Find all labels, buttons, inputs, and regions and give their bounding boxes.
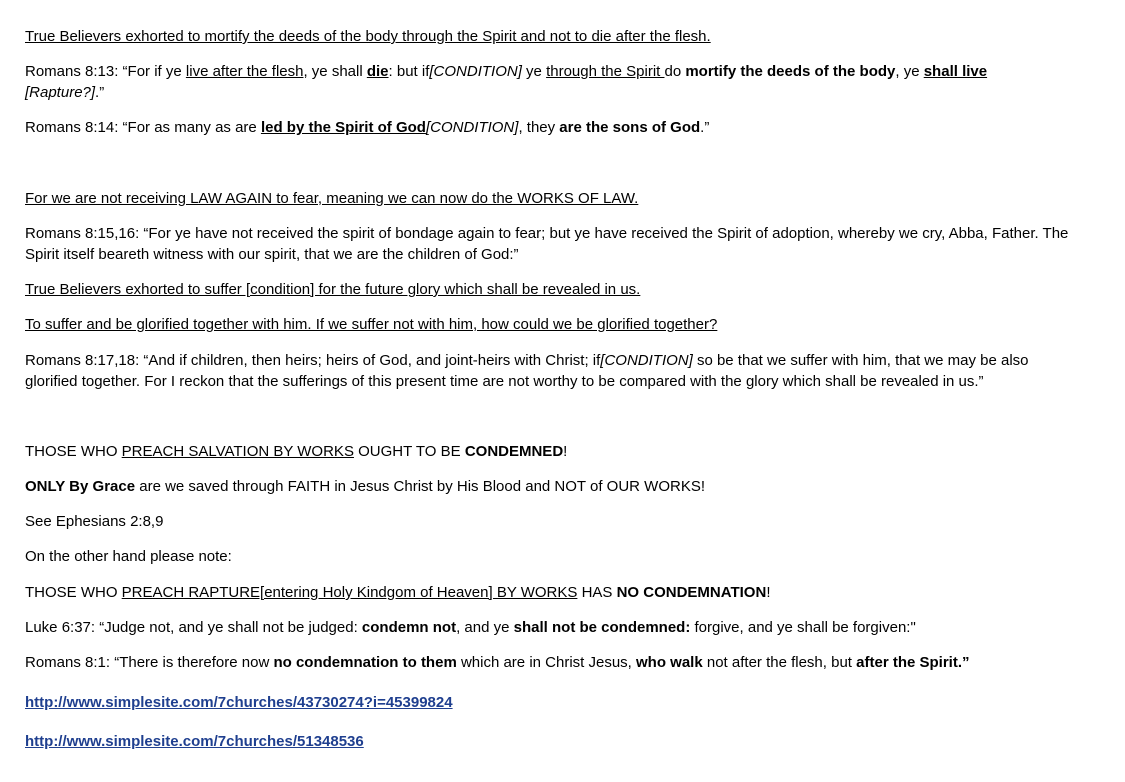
heading-law-again: For we are not receiving LAW AGAIN to fear, meaning we can now do the WORKS OF LAW. (25, 190, 639, 207)
statement-no-condemnation: THOSE WHO PREACH RAPTURE[entering Holy Kindgom of Heaven] BY WORKS HAS NO CONDEMNATION! (25, 584, 771, 601)
heading-mortify: True Believers exhorted to mortify the deeds of the body through the Spirit and not to die after the flesh. (25, 28, 711, 45)
simplesite-link-2[interactable]: http://www.simplesite.com/7churches/51348536 (25, 733, 364, 750)
note-other-hand: On the other hand please note: (25, 548, 232, 565)
heading-glorified: To suffer and be glorified together with him. If we suffer not with him, how could we be glorified together? (25, 316, 718, 333)
statement-grace: ONLY By Grace are we saved through FAITH in Jesus Christ by His Blood and NOT of OUR WORKS! (25, 478, 705, 495)
verse-luke-6-37: Luke 6:37: “Judge not, and ye shall not be judged: condemn not, and ye shall not be condemned: forgive, and ye shall be forgiven:" (25, 619, 916, 636)
verse-romans-8-17-18: Romans 8:17,18: “And if children, then heirs; heirs of God, and joint-heirs with Christ; if[CONDITION] so be that we suffer with him, that we may be also glorified together. For I reckon that the sufferings of this present time are not worthy to be compared with the glory which shall be revealed in us.” (25, 352, 1029, 390)
verse-romans-8-14: Romans 8:14: “For as many as are led by the Spirit of God[CONDITION], they are the sons of God.” (25, 119, 710, 136)
verse-romans-8-15-16: Romans 8:15,16: “For ye have not received the spirit of bondage again to fear; but ye have received the Spirit of adoption, whereby we cry, Abba, Father. The Spirit itself beareth witness with our spirit, that we are the children of God:” (25, 225, 1069, 263)
heading-suffer: True Believers exhorted to suffer [condition] for the future glory which shall be revealed in us. (25, 281, 641, 298)
statement-condemned: THOSE WHO PREACH SALVATION BY WORKS OUGHT TO BE CONDEMNED! (25, 443, 568, 460)
link-row-1 (25, 692, 453, 713)
link-row-2 (25, 731, 364, 752)
verse-romans-8-1: Romans 8:1: “There is therefore now no condemnation to them which are in Christ Jesus, who walk not after the flesh, but after the Spirit.” (25, 654, 970, 671)
reference-ephesians: See Ephesians 2:8,9 (25, 513, 164, 530)
simplesite-link-1[interactable]: http://www.simplesite.com/7churches/43730274?i=45399824 (25, 694, 453, 711)
verse-romans-8-13: Romans 8:13: “For if ye live after the flesh, ye shall die: but if[CONDITION] ye through the Spirit do mortify the deeds of the body, ye shall live [Rapture?].” (25, 63, 988, 101)
